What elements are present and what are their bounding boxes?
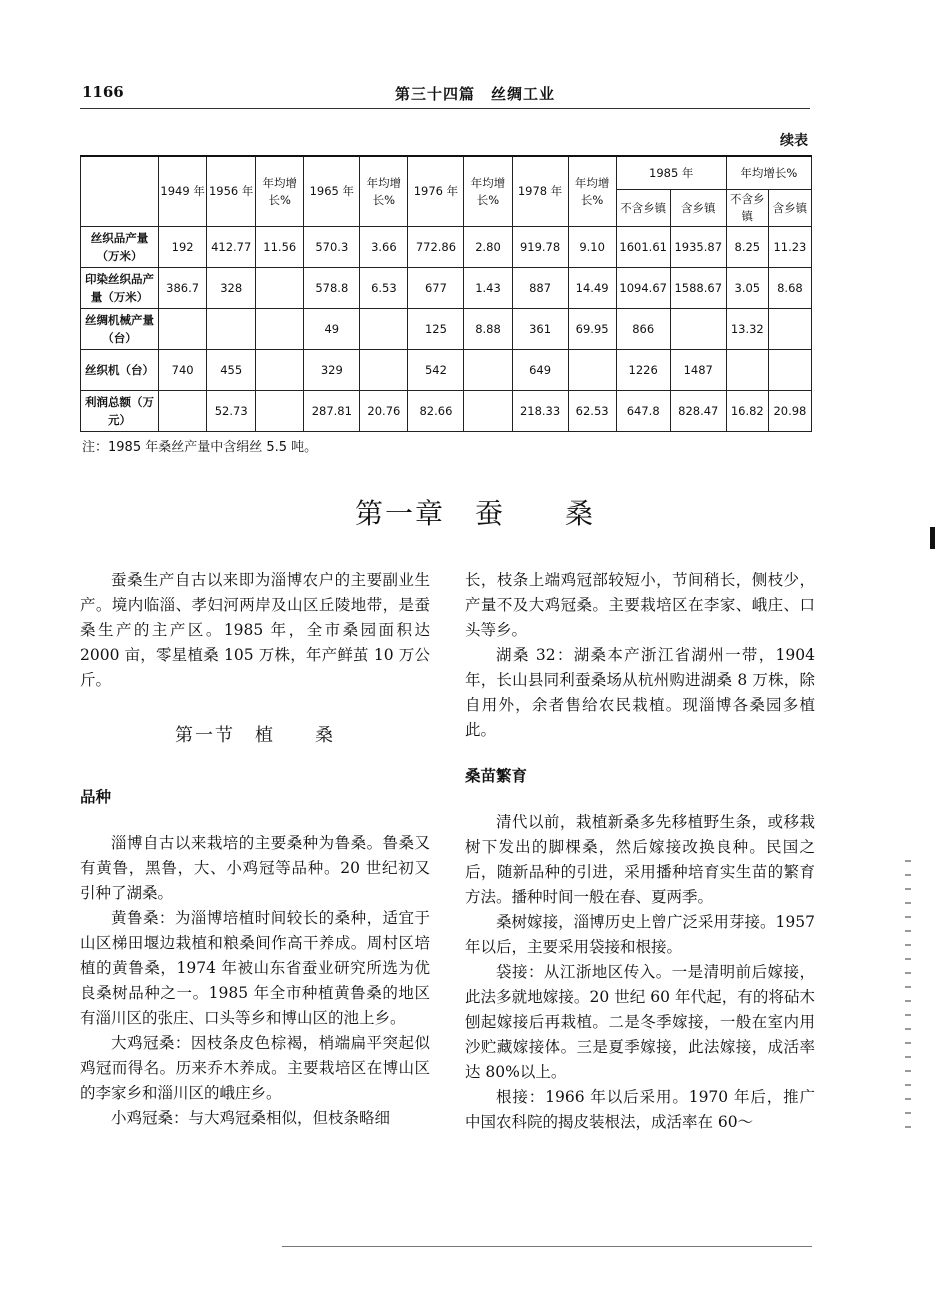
page-number: 1166: [82, 83, 124, 101]
left-column: [80, 568, 430, 1131]
scan-margin-dots: [905, 860, 911, 1140]
table-cell: 6.53: [360, 268, 408, 309]
table-cell: 8.88: [464, 309, 512, 350]
table-cell: 828.47: [670, 391, 726, 432]
table-row: [81, 309, 812, 350]
table-cell: [464, 391, 512, 432]
table-cell: 20.98: [768, 391, 811, 432]
paragraph: 根接：1966 年以后采用。1970 年后，推广中国农科院的揭皮装根法，成活率在 60～: [465, 1088, 815, 1131]
table-row: [81, 227, 812, 268]
paragraph: 小鸡冠桑：与大鸡冠桑相似，但枝条略细: [111, 1109, 391, 1127]
table-cell: 125: [408, 309, 464, 350]
header-growth-excl-towns: 不含乡镇: [726, 190, 768, 227]
table-cell: 3.66: [360, 227, 408, 268]
table-cell: [256, 268, 304, 309]
table-cell: 14.49: [568, 268, 616, 309]
table-continued-label: 续表: [780, 133, 808, 149]
table-cell: 8.68: [768, 268, 811, 309]
header-growth-3: 年均增长%: [464, 156, 512, 227]
header-growth-2: 年均增长%: [360, 156, 408, 227]
table-cell: 16.82: [726, 391, 768, 432]
header-1965: 1965 年: [304, 156, 360, 227]
table-cell: 52.73: [207, 391, 256, 432]
header-1976: 1976 年: [408, 156, 464, 227]
table-cell: 386.7: [159, 268, 207, 309]
table-cell: 647.8: [616, 391, 670, 432]
paragraph: 桑树嫁接，淄博历史上曾广泛采用芽接。1957 年以后，主要采用袋接和根接。: [465, 913, 815, 956]
table-cell: [360, 309, 408, 350]
table-cell: 578.8: [304, 268, 360, 309]
table-cell: 328: [207, 268, 256, 309]
row-label: 丝绸机械产量（台）: [81, 309, 159, 350]
subhead-seedling-breeding: 桑苗繁育: [465, 766, 528, 785]
table-cell: 69.95: [568, 309, 616, 350]
table-cell: 20.76: [360, 391, 408, 432]
table-corner-cell: [81, 156, 159, 227]
chapter-title: 第一章 蚕 桑: [354, 497, 595, 530]
table-cell: [159, 309, 207, 350]
table-row: [81, 268, 812, 309]
table-cell: 8.25: [726, 227, 768, 268]
paragraph-continued: 长，枝条上端鸡冠部较短小，节间稍长，侧枝少，产量不及大鸡冠桑。主要栽培区在李家、峨庄、口头等乡。: [465, 571, 815, 639]
table-cell: 2.80: [464, 227, 512, 268]
table-cell: [159, 391, 207, 432]
table-cell: 919.78: [512, 227, 568, 268]
table-cell: [768, 350, 811, 391]
footer-rule: [282, 1246, 812, 1247]
paragraph: 清代以前，栽植新桑多先移植野生条，或移栽树下发出的脚棵桑，然后嫁接改换良种。民国之后，随新品种的引进，采用播种培育实生苗的繁育方法。播种时间一般在春、夏两季。: [465, 813, 815, 906]
table-cell: 1588.67: [670, 268, 726, 309]
table-cell: 1601.61: [616, 227, 670, 268]
table-cell: 11.56: [256, 227, 304, 268]
row-label: 丝织机（台）: [81, 350, 159, 391]
header-1985-incl-towns: 含乡镇: [670, 190, 726, 227]
right-column: [465, 568, 815, 1135]
table-cell: 9.10: [568, 227, 616, 268]
table-cell: 677: [408, 268, 464, 309]
table-cell: 1094.67: [616, 268, 670, 309]
table-cell: 13.32: [726, 309, 768, 350]
table-cell: 649: [512, 350, 568, 391]
table-cell: 1935.87: [670, 227, 726, 268]
header-1956: 1956 年: [207, 156, 256, 227]
table-cell: 455: [207, 350, 256, 391]
table-cell: 329: [304, 350, 360, 391]
table-cell: 1.43: [464, 268, 512, 309]
paragraph: 淄博自古以来栽培的主要桑种为鲁桑。鲁桑又有黄鲁，黑鲁，大、小鸡冠等品种。20 世纪初又引种了湖桑。: [80, 834, 430, 902]
header-1985-excl-towns: 不含乡镇: [616, 190, 670, 227]
row-label: 利润总额（万元）: [81, 391, 159, 432]
paragraph: 湖桑 32：湖桑本产浙江省湖州一带，1904 年，长山县同利蚕桑场从杭州购进湖桑 8 万株，除自用外，余者售给农民栽植。现淄博各桑园多植此。: [465, 646, 815, 739]
table-cell: 3.05: [726, 268, 768, 309]
table-cell: 542: [408, 350, 464, 391]
table-cell: 82.66: [408, 391, 464, 432]
section-title: 第一节 植 桑: [175, 725, 335, 746]
table-cell: [726, 350, 768, 391]
table-cell: [256, 309, 304, 350]
header-rule: [80, 108, 810, 109]
intro-paragraph: 蚕桑生产自古以来即为淄博农户的主要副业生产。境内临淄、孝妇河两岸及山区丘陵地带，是蚕桑生产的主产区。1985 年，全市桑园面积达 2000 亩，零星植桑 105 万株，年产鲜茧 10 万公斤。: [80, 571, 430, 689]
table-cell: [256, 391, 304, 432]
table-cell: 1487: [670, 350, 726, 391]
table-cell: 772.86: [408, 227, 464, 268]
row-label: 丝织品产量（万米）: [81, 227, 159, 268]
subhead-varieties: 品种: [80, 787, 112, 806]
header-growth-1: 年均增长%: [256, 156, 304, 227]
table-row: [81, 350, 812, 391]
paragraph: 大鸡冠桑：因枝条皮色棕褐，梢端扁平突起似鸡冠而得名。历来乔木养成。主要栽培区在博山区的李家乡和淄川区的峨庄乡。: [80, 1034, 430, 1102]
table-cell: 62.53: [568, 391, 616, 432]
header-1978: 1978 年: [512, 156, 568, 227]
table-cell: [568, 350, 616, 391]
statistics-table: [80, 155, 812, 432]
table-note: 注：1985 年桑丝产量中含绢丝 5.5 吨。: [82, 440, 318, 455]
scan-edge-mark: [930, 527, 935, 549]
header-growth-incl-towns: 含乡镇: [768, 190, 811, 227]
table-cell: 192: [159, 227, 207, 268]
table-cell: 570.3: [304, 227, 360, 268]
table-cell: 1226: [616, 350, 670, 391]
table-cell: 287.81: [304, 391, 360, 432]
table-cell: 49: [304, 309, 360, 350]
table-cell: 740: [159, 350, 207, 391]
table-cell: 361: [512, 309, 568, 350]
table-cell: 866: [616, 309, 670, 350]
table-cell: 11.23: [768, 227, 811, 268]
header-1949: 1949 年: [159, 156, 207, 227]
table-cell: [464, 350, 512, 391]
table-cell: [670, 309, 726, 350]
paragraph: 黄鲁桑：为淄博培植时间较长的桑种，适宜于山区梯田堰边栽植和粮桑间作高干养成。周村区培植的黄鲁桑，1974 年被山东省蚕业研究所选为优良桑树品种之一。1985 年全市种植黄鲁桑的地区有淄川区的张庄、口头等乡和博山区的池上乡。: [80, 909, 430, 1027]
table-cell: [256, 350, 304, 391]
paragraph: 袋接：从江浙地区传入。一是清明前后嫁接，此法多就地嫁接。20 世纪 60 年代起，有的将砧木刨起嫁接后再栽植。二是冬季嫁接，一般在室内用沙贮藏嫁接体。三是夏季嫁接，此法嫁接，成活率达 80%以上。: [465, 963, 815, 1081]
header-growth-4: 年均增长%: [568, 156, 616, 227]
running-header-title: 第三十四篇 丝绸工业: [394, 85, 555, 103]
table-row: [81, 391, 812, 432]
table-cell: [768, 309, 811, 350]
table-cell: [207, 309, 256, 350]
table-cell: [360, 350, 408, 391]
header-1985: 1985 年: [616, 156, 726, 190]
header-growth-5: 年均增长%: [726, 156, 811, 190]
row-label: 印染丝织品产量（万米）: [81, 268, 159, 309]
table-cell: 412.77: [207, 227, 256, 268]
table-cell: 218.33: [512, 391, 568, 432]
table-cell: 887: [512, 268, 568, 309]
